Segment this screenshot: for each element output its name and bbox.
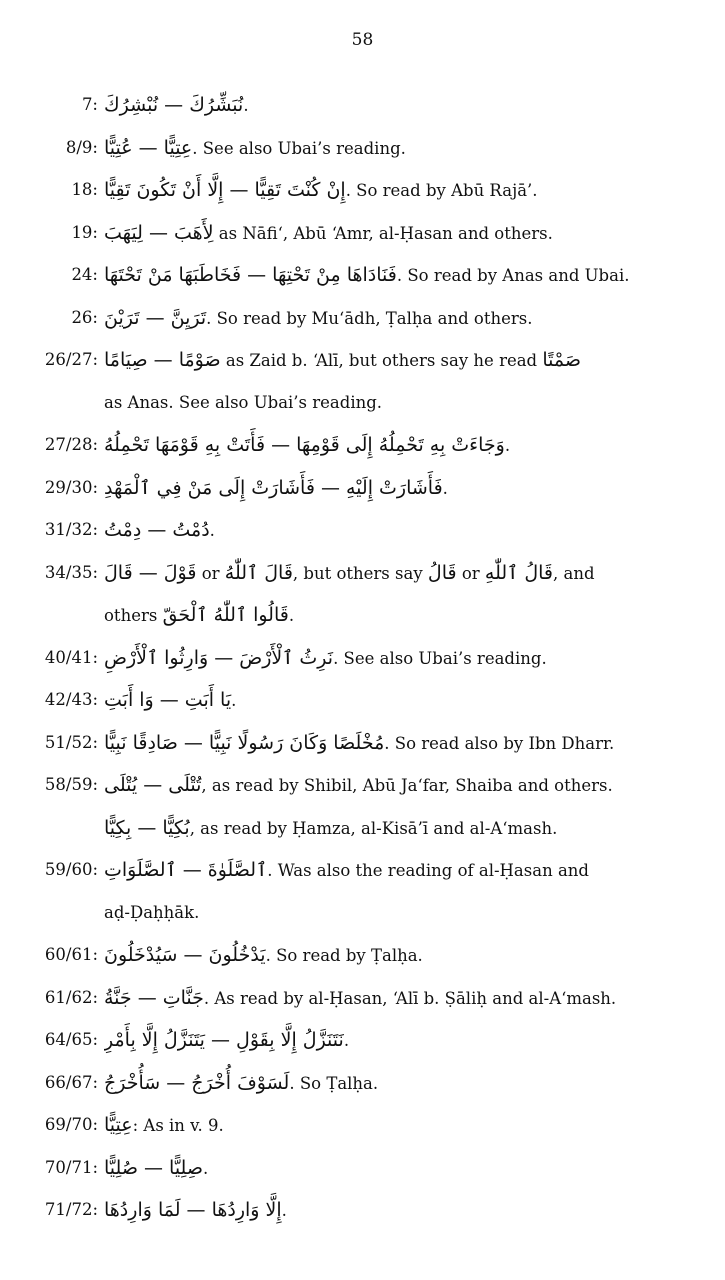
entry-text [104, 1019, 349, 1063]
verse-number: 29/30: [44, 477, 98, 497]
english-note: others [104, 606, 163, 625]
english-note: . [209, 521, 215, 540]
entry-row [0, 1189, 725, 1232]
english-note: as Zaid b. ‘Alī, but others say he read [220, 351, 543, 370]
english-note: . So read by Ṭalḥa. [265, 946, 423, 965]
english-note: as Nāfi‘, Abū ‘Amr, al-Ḥasan and others. [213, 223, 553, 243]
entry-row [0, 1104, 725, 1147]
english-note: . As read by al-Ḥasan, ‘Alī b. Ṣāliḥ and al-A‘mash. [203, 988, 617, 1008]
arabic-reading: قَوْلَ — قَالَ [104, 561, 197, 584]
arabic-reading: بُكِيًّا — بِكِيًّا [104, 816, 190, 839]
entry-text [104, 977, 616, 1021]
entry-row [0, 977, 725, 1020]
entry-row [0, 679, 725, 722]
english-note: . [281, 1201, 287, 1220]
entry-row [0, 84, 725, 127]
english-note: . [504, 436, 511, 455]
entry-row [0, 127, 725, 170]
verse-number: 26/27: [44, 350, 98, 369]
entry-text [104, 84, 249, 128]
arabic-reading: عِتِيًّا [104, 1114, 133, 1136]
entry-row [0, 424, 725, 467]
verse-number: 24: [71, 265, 98, 284]
entry-row [0, 467, 725, 510]
arabic-reading: جَنَّاتِ — جَنَّةُ [104, 986, 204, 1009]
entry-text [104, 1147, 208, 1191]
verse-number: 51/52: [44, 732, 98, 752]
arabic-reading: وَجَاءَتْ بِهِ تَحْمِلُهُ إِلَى قَوْمِهَا — فَأَتَتْ بِهِ قَوْمَهَا تَحْمِلُهُ [104, 434, 505, 456]
arabic-reading: فَنَادَاهَا مِنْ تَحْتِهَا — فَخَاطَبَهَا مَنْ تَحْتَهَا [104, 264, 397, 286]
english-note: . See also Ubai’s reading. [333, 648, 547, 668]
english-note: : As in v. 9. [132, 1116, 224, 1135]
english-note: . [202, 1158, 209, 1178]
english-note: , as read by Shibil, Abū Ja‘far, Shaiba and others. [201, 776, 613, 795]
entry-text [104, 339, 581, 383]
entry-text [104, 297, 532, 341]
english-note: . See also Ubai’s reading. [192, 138, 406, 158]
entry-row [0, 764, 725, 807]
verse-number: 69/70: [44, 1115, 98, 1134]
verse-number: 40/41: [44, 647, 98, 667]
english-note: as Anas. See also Ubai’s reading. [104, 392, 383, 412]
arabic-reading: ٱلصَّلَوٰةَ — ٱلصَّلَوَاتِ [104, 859, 268, 881]
entry-text [104, 467, 448, 511]
english-note: . So read by Mu‘ādh, Ṭalḥa and others. [206, 308, 533, 328]
entry-row [0, 594, 725, 637]
entry-row [0, 212, 725, 255]
arabic-reading: إِنْ كُنْتَ تَقِيًّا — إِلَّا أَنْ تَكُونَ تَقِيًّا [104, 179, 346, 201]
entry-text [104, 1189, 287, 1233]
entry-text [104, 934, 423, 978]
entry-text [104, 637, 547, 681]
entry-row [0, 552, 725, 595]
english-note: . So Ṭalḥa. [289, 1073, 379, 1093]
arabic-reading: نَتَنَزَّلُ إِلَّا بِقَوْلِ — يَتَنَزَّلُ إِلَّا بِأَمْرِ [104, 1029, 344, 1051]
entry-row [0, 1019, 725, 1062]
verse-number: 34/35: [44, 562, 98, 582]
english-note: . So read by Abū Rajā’. [345, 181, 538, 200]
entry-text [104, 679, 236, 723]
entry-row [0, 382, 725, 425]
english-note: , as read by Ḥamza, al-Kisā’ī and al-A‘mash. [189, 818, 558, 838]
english-note: . So read by Anas and Ubai. [396, 266, 630, 285]
verse-number: 27/28: [44, 435, 98, 454]
entry-row [0, 807, 725, 850]
entry-row [0, 637, 725, 680]
entries-list [0, 84, 725, 1232]
english-note: or [196, 563, 225, 583]
arabic-reading: يَا أَبَتِ — وَا أَبَتِ [104, 689, 232, 711]
arabic-reading: فَأَشَارَتْ إِلَيْهِ — فَأَشَارَتْ إِلَى مَنْ فِي ٱلْمَهْدِ [104, 476, 443, 499]
entry-text [104, 892, 199, 935]
arabic-reading: تُتْلَى — يُتْلَى [104, 774, 202, 796]
entry-text [104, 1062, 378, 1106]
arabic-reading: يَدْخُلُونَ — سَيُدْخَلُونَ [104, 944, 266, 966]
verse-number: 42/43: [44, 690, 98, 709]
entry-row [0, 1062, 725, 1105]
verse-number: 71/72: [44, 1200, 98, 1219]
entry-text [104, 594, 294, 638]
entry-row [0, 509, 725, 552]
english-note: . So read also by Ibn Dharr. [384, 733, 615, 753]
arabic-reading: قَالُ ٱللّٰهِ [484, 561, 554, 584]
entry-text [104, 424, 510, 468]
verse-number: 7: [81, 95, 98, 114]
verse-number: 70/71: [44, 1157, 98, 1177]
arabic-reading: صَمْتًا [542, 349, 581, 371]
entry-text [104, 509, 215, 553]
arabic-reading: عِتِيًّا — عُتِيًّا [104, 136, 193, 159]
arabic-reading: إِلَّا وَارِدُهَا — لَمَا وَارِدُهَا [104, 1199, 282, 1221]
arabic-reading: صَوْمًا — صِيَامًا [104, 349, 221, 371]
entry-text [104, 849, 589, 893]
verse-number: 18: [71, 180, 98, 199]
page-number: 58 [351, 30, 374, 50]
arabic-reading: قَالَ ٱللّٰهُ [224, 561, 293, 584]
entry-row [0, 849, 725, 892]
arabic-reading: نَرِثُ ٱلْأَرْضَ — وَارِثُوا ٱلْأَرْضِ [104, 646, 334, 669]
verse-number: 64/65: [44, 1030, 98, 1049]
arabic-reading: لَسَوْفَ أُخْرَجُ — سَأُخْرَجُ [104, 1071, 290, 1094]
entry-row [0, 169, 725, 212]
arabic-reading: دُمْتُ — دِمْتُ [104, 519, 210, 541]
entry-text [104, 552, 595, 596]
entry-text [104, 807, 557, 851]
entry-text [104, 127, 406, 171]
entry-row [0, 254, 725, 297]
verse-number: 60/61: [44, 945, 98, 964]
english-note: , but others say [292, 563, 428, 583]
entry-row [0, 339, 725, 382]
arabic-reading: صِلِيًّا — صُلِيًّا [104, 1156, 203, 1179]
verse-number: 19: [71, 222, 98, 242]
entry-text [104, 722, 614, 766]
arabic-reading: تَرَيِنَّ — تَرَيْنَ [104, 306, 207, 329]
entry-text [104, 764, 613, 808]
entry-row [0, 934, 725, 977]
entry-text [104, 1104, 224, 1148]
english-note: or [456, 563, 485, 583]
entry-row [0, 722, 725, 765]
english-note: , and [553, 563, 595, 583]
entry-text [104, 254, 629, 298]
verse-number: 58/59: [44, 775, 98, 794]
verse-number: 31/32: [44, 520, 98, 539]
english-note: . [243, 96, 249, 115]
arabic-reading: نُبَشِّرُكَ — نُبْشِرُكَ [104, 94, 244, 116]
entry-row [0, 297, 725, 340]
verse-number: 59/60: [44, 860, 98, 879]
entry-row [0, 1147, 725, 1190]
english-note: . [343, 1031, 350, 1050]
verse-number: 8/9: [65, 137, 98, 157]
entry-text [104, 212, 553, 256]
entry-row [0, 892, 725, 935]
verse-number: 26: [71, 307, 98, 327]
arabic-reading: قَالُ [427, 561, 457, 584]
english-note: . Was also the reading of al-Ḥasan and [267, 861, 589, 880]
english-note: . [442, 478, 448, 498]
arabic-reading: قَالُوا ٱللّٰهُ ٱلْحَقّ [162, 604, 289, 626]
entry-text [104, 382, 382, 425]
english-note: aḍ-Ḍaḥḥāk. [104, 902, 200, 922]
verse-number: 61/62: [44, 987, 98, 1007]
arabic-reading: لِأَهَبَ — لِيَهَبَ [104, 221, 214, 244]
english-note: . [288, 606, 295, 625]
verse-number: 66/67: [44, 1072, 98, 1092]
english-note: . [231, 691, 237, 710]
entry-text [104, 169, 538, 213]
arabic-reading: مُخْلَصًا وَكَانَ رَسُولًا نَبِيًّا — صَادِقًا نَبِيًّا [104, 731, 385, 754]
